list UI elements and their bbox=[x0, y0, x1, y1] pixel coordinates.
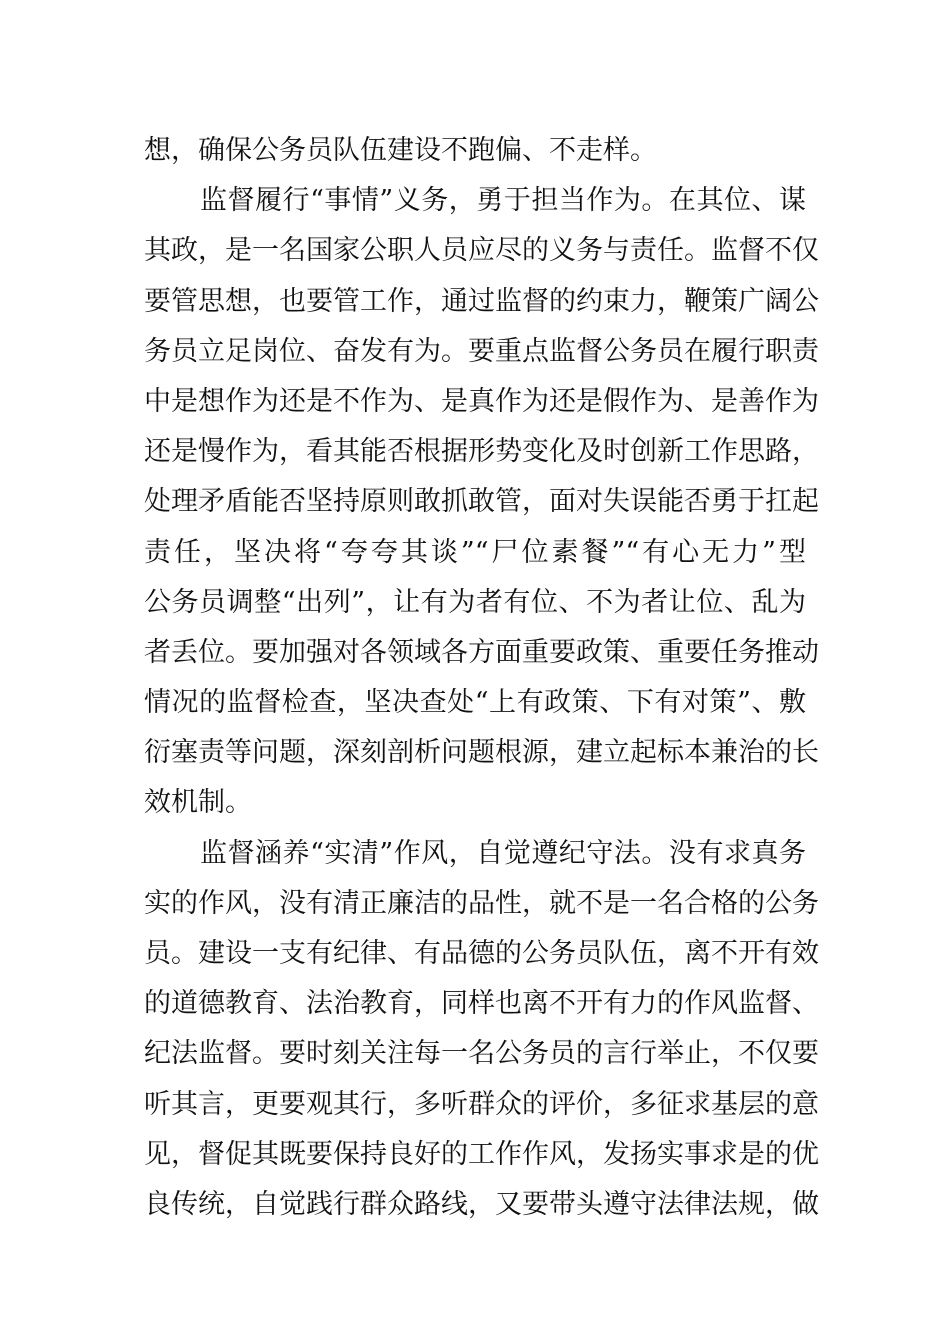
paragraph-2-line-7: 处理矛盾能否坚持原则敢抓敢管，面对失误能否勇于扛起 bbox=[144, 486, 819, 518]
paragraph-2-line-8: 责任，坚决将“夸夸其谈”“尸位素餐”“有心无力”型 bbox=[144, 536, 806, 568]
paragraph-3-line-3: 员。建设一支有纪律、有品德的公务员队伍，离不开有效 bbox=[144, 938, 819, 969]
paragraph-2-line-2: 其政，是一名国家公职人员应尽的义务与责任。监督不仅 bbox=[144, 235, 819, 267]
paragraph-2-line-11: 情况的监督检查，坚决查处“上有政策、下有对策”、敷 bbox=[144, 687, 806, 719]
paragraph-3-line-1: 监督涵养“实清”作风，自觉遵纪守法。没有求真务 bbox=[200, 837, 806, 869]
paragraph-3-line-4: 的道德教育、法治教育，同样也离不开有力的作风监督、 bbox=[144, 988, 819, 1020]
paragraph-2-line-6: 还是慢作为，看其能否根据形势变化及时创新工作思路， bbox=[144, 436, 819, 468]
paragraph-3-line-5: 纪法监督。要时刻关注每一名公务员的言行举止，不仅要 bbox=[144, 1038, 819, 1070]
paragraph-2-line-3: 要管思想，也要管工作，通过监督的约束力，鞭策广阔公 bbox=[144, 285, 819, 317]
paragraph-2-line-4: 务员立足岗位、奋发有为。要重点监督公务员在履行职责 bbox=[144, 335, 819, 367]
paragraph-3-line-2: 实的作风，没有清正廉洁的品性，就不是一名合格的公务 bbox=[144, 887, 819, 919]
paragraph-3-line-6: 听其言，更要观其行，多听群众的评价，多征求基层的意 bbox=[144, 1088, 819, 1120]
paragraph-1-line-1: 想，确保公务员队伍建设不跑偏、不走样。 bbox=[144, 135, 657, 166]
paragraph-3-line-8: 良传统，自觉践行群众路线，又要带头遵守法律法规，做 bbox=[144, 1188, 819, 1220]
paragraph-2-line-9: 公务员调整“出列”，让有为者有位、不为者让位、乱为 bbox=[144, 586, 806, 618]
paragraph-2-line-5: 中是想作为还是不作为、是真作为还是假作为、是善作为 bbox=[144, 385, 819, 417]
paragraph-3-line-7: 见，督促其既要保持良好的工作作风，发扬实事求是的优 bbox=[144, 1138, 819, 1170]
paragraph-2-line-10: 者丢位。要加强对各领域各方面重要政策、重要任务推动 bbox=[144, 636, 819, 668]
paragraph-2-line-12: 衍塞责等问题，深刻剖析问题根源，建立起标本兼治的长 bbox=[144, 737, 819, 769]
paragraph-2-line-1: 监督履行“事情”义务，勇于担当作为。在其位、谋 bbox=[200, 185, 806, 217]
document-body bbox=[144, 126, 819, 1230]
paragraph-2-line-13: 效机制。 bbox=[144, 787, 252, 819]
